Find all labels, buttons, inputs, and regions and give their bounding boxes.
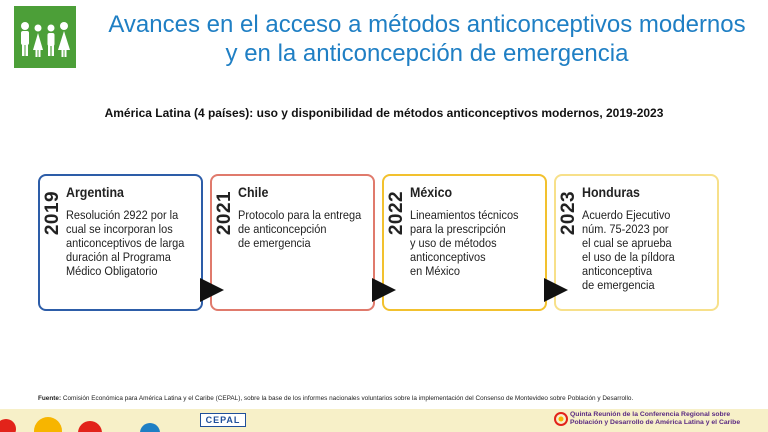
decorative-shapes: [0, 409, 180, 432]
timeline-year: 2021: [214, 190, 235, 236]
conference-name: [570, 411, 740, 427]
timeline-country: Honduras: [582, 185, 640, 200]
page-title-line-2: y en la anticoncepción de emergencia: [225, 40, 629, 67]
timeline-country: México: [410, 185, 453, 200]
arrow-right-icon: [372, 278, 396, 302]
timeline-card-honduras: [554, 174, 719, 311]
timeline-year: 2023: [558, 190, 579, 236]
timeline-card-chile: [210, 174, 375, 311]
page-title-line-1: Avances en el acceso a métodos anticonceptivos modernos: [108, 11, 746, 38]
page-title: [96, 10, 758, 68]
timeline-description: Lineamientos técnicos para la prescripción y uso de métodos anticonceptivos en México: [410, 208, 519, 278]
timeline-year: 2022: [386, 190, 407, 236]
conference-logo-icon: [554, 412, 568, 426]
timeline-description: Acuerdo Ejecutivo núm. 75-2023 por el cual se aprueba el uso de la píldora anticonceptiva de emergencia: [582, 208, 675, 292]
source-note: [38, 395, 758, 402]
source-label: Fuente:: [38, 395, 62, 402]
timeline-card-mexico: [382, 174, 547, 311]
timeline-year: 2019: [42, 190, 63, 236]
timeline: [38, 174, 728, 313]
timeline-country: Chile: [238, 185, 269, 200]
timeline-country: Argentina: [66, 185, 124, 200]
timeline-card-argentina: [38, 174, 203, 311]
source-text: Comisión Económica para América Latina y el Caribe (CEPAL), sobre la base de los informes nacionales voluntarios sobre la implementación del Consenso de Montevideo sobre Población y Desarrollo.: [61, 395, 634, 402]
conference-line-2: Población y Desarrollo de América Latina y el Caribe: [570, 419, 741, 426]
timeline-description: Resolución 2922 por la cual se incorporan los anticonceptivos de larga duración al Programa Médico Obligatorio: [66, 208, 185, 278]
chart-subtitle: América Latina (4 países): uso y disponibilidad de métodos anticonceptivos modernos, 2019-2023: [104, 106, 664, 120]
conference-line-1: Quinta Reunión de la Conferencia Regional sobre: [570, 411, 731, 418]
arrow-right-icon: [544, 278, 568, 302]
timeline-description: Protocolo para la entrega de anticoncepción de emergencia: [238, 208, 362, 250]
cepal-logo: CEPAL: [200, 413, 246, 427]
sdg-5-gender-equality-icon: [14, 6, 76, 68]
arrow-right-icon: [200, 278, 224, 302]
